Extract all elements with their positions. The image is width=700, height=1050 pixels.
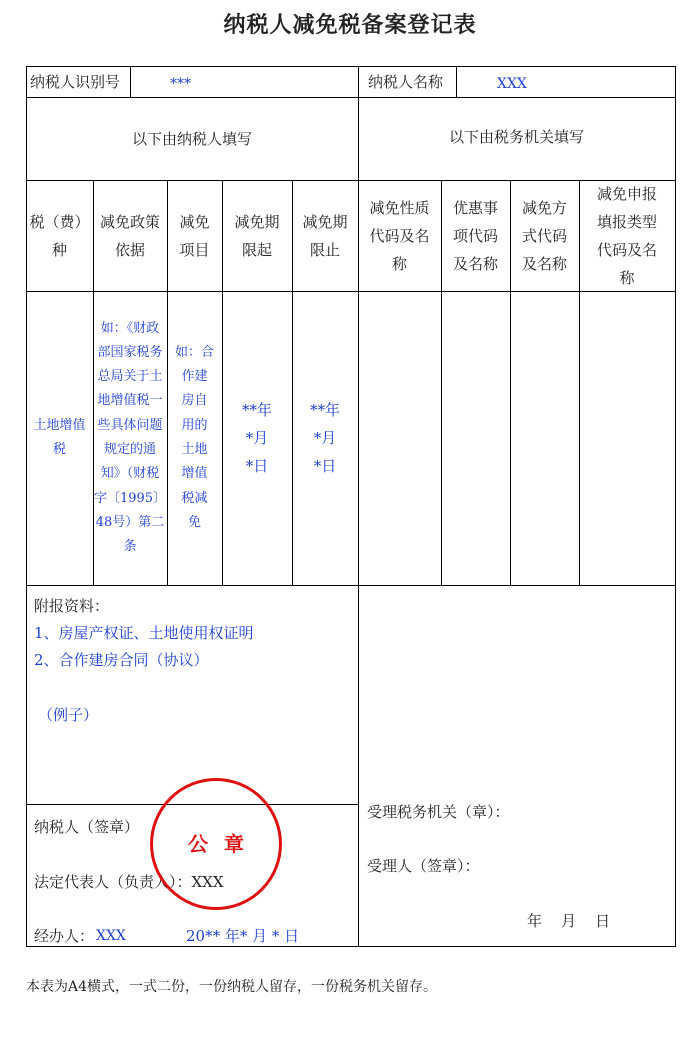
col-header-tax-type [26,180,93,291]
col-header-method-code [510,180,579,291]
cell-start [222,291,292,585]
col-header-policy-basis [93,180,167,291]
grid-line [675,66,676,947]
receiving-office-label: 受理税务机关（章）： [367,803,510,821]
taxpayer-name-value: XXX [497,76,527,92]
col-header-text: 税（费） 种 [29,212,90,259]
grid-line [26,66,675,67]
cell-tax-type [26,291,93,585]
col-header-start [222,180,292,291]
col-header-project [167,180,222,291]
grid-line [130,66,131,97]
col-header-declaration-type [579,180,675,291]
section-tax-office-fill-text: 以下由税务机关填写 [448,128,584,146]
col-header-text: 减免性质 代码及名 称 [369,198,430,273]
receiver-sign-label: 受理人（签章）： [367,857,480,875]
official-seal-text: 公章 [188,832,260,856]
handler-label: 经办人： [34,927,95,945]
col-header-text: 减免期 限止 [302,212,348,259]
taxpayer-sign-label: 纳税人（签章） [34,818,140,836]
taxpayer-name-label: 纳税人名称 [368,73,444,91]
grid-line [456,66,457,97]
cell-text: 土地增值 税 [33,417,86,457]
cell-end [292,291,358,585]
handler-date: 20** 年* 月 * 日 [186,927,300,945]
col-header-text: 减免方 式代码 及名称 [521,198,567,273]
col-header-nature-code [358,180,441,291]
grid-line [26,585,675,586]
col-header-text: 减免 项目 [179,212,210,259]
col-header-text: 减免政策 依据 [99,212,160,259]
col-header-end [292,180,358,291]
cell-project [167,291,222,585]
section-taxpayer-fill [26,97,358,180]
col-header-preference-code [441,180,510,291]
handler-value: XXX [96,928,126,944]
legal-representative: 法定代表人（负责人）：XXX [34,873,224,891]
attachment-example: （例子） [38,706,99,724]
cell-text: 如：《财政 部国家税务 总局关于土 地增值税一 些具体问题 规定的通 知》（财税 字〔1995〕 48号）第二 条 [93,320,167,555]
taxpayer-id-value: *** [170,76,191,92]
attachments-label: 附报资料： [34,597,110,615]
attachment-item-2: 2、合作建房合同（协议） [34,651,209,669]
footnote: 本表为A4横式，一式二份，一份纳税人留存，一份税务机关留存。 [26,979,438,995]
col-header-text: 减免申报 填报类型 代码及名 称 [596,184,657,287]
cell-text: **年 *月 *日 [309,401,340,475]
cell-policy-basis [93,291,167,585]
section-tax-office-fill [358,97,675,177]
taxpayer-id-label: 纳税人识别号 [30,73,121,91]
attachment-item-1: 1、房屋产权证、土地使用权证明 [34,624,254,642]
col-header-text: 减免期 限起 [234,212,280,259]
tax-office-date: 年 月 日 [527,912,611,930]
cell-text: 如：合 作建 房自 用的 土地 增值 税减 免 [174,344,214,530]
section-taxpayer-fill-text: 以下由纳税人填写 [131,129,252,148]
cell-text: **年 *月 *日 [241,401,272,475]
form-title: 纳税人减免税备案登记表 [223,13,477,38]
col-header-text: 优惠事 项代码 及名称 [452,198,498,273]
